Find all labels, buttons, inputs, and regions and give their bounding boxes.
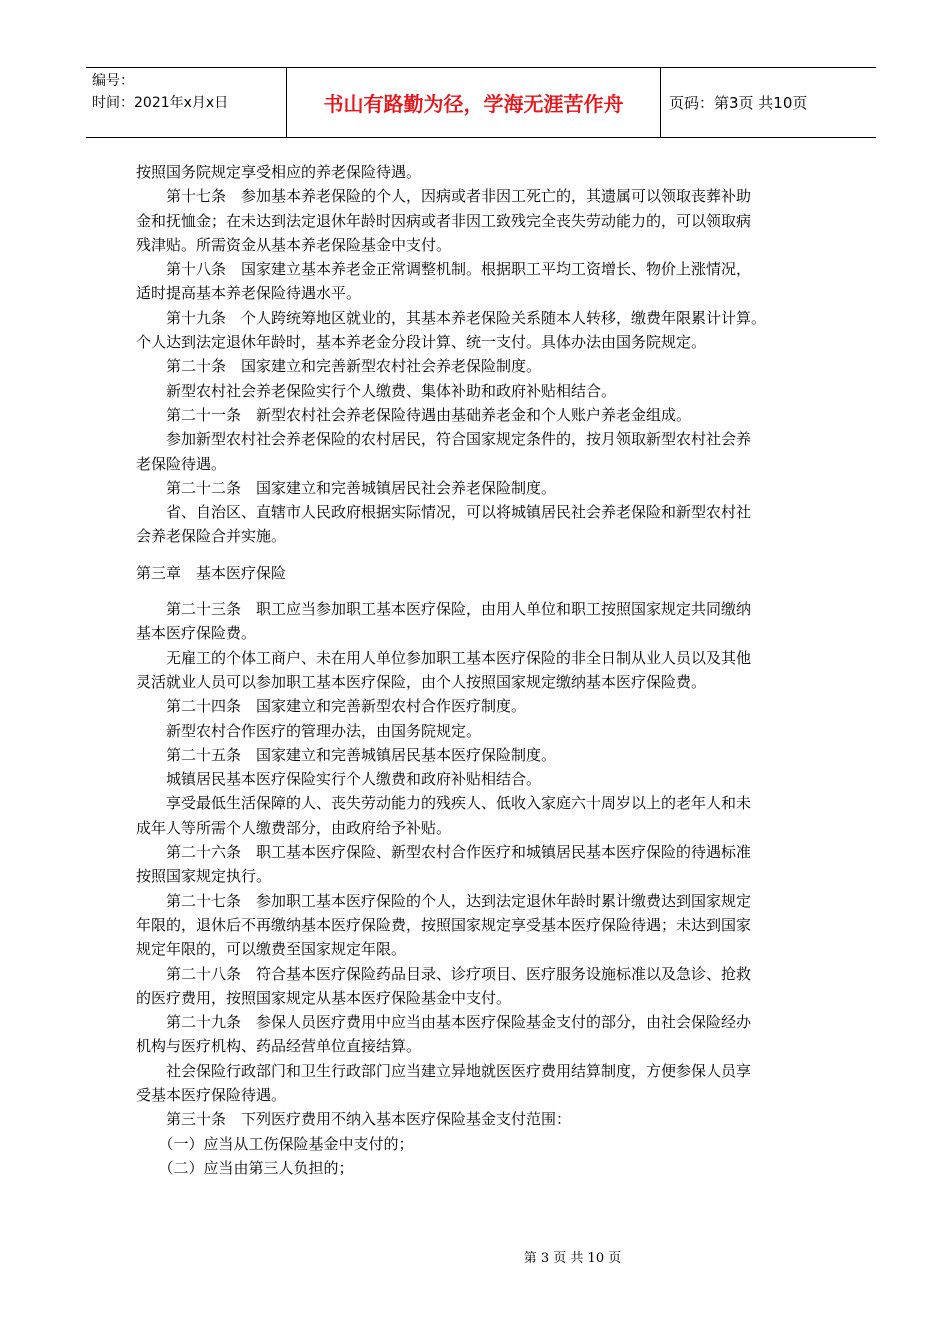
text-line: 灵活就业人员可以参加职工基本医疗保险，由个人按照国家规定缴纳基本医疗保险费。 <box>136 672 707 691</box>
page-number: 第 3 页 共 10 页 <box>523 1251 622 1266</box>
text-line: 第二十八条 符合基本医疗保险药品目录、诊疗项目、医疗服务设施标准以及急诊、抢救 <box>136 964 752 983</box>
text-line: 第二十一条 新型农村社会养老保险待遇由基础养老金和个人账户养老金组成。 <box>136 405 692 424</box>
page-header <box>86 67 876 138</box>
text-line: 第二十九条 参保人员医疗费用中应当由基本医疗保险基金支付的部分，由社会保险经办 <box>136 1013 752 1032</box>
text-line: 会养老保险合并实施。 <box>136 527 287 546</box>
text-line: （二）应当由第三人负担的； <box>136 1158 354 1177</box>
text-line: 金和抚恤金；在未达到法定退休年龄时因病或者非因工致残完全丧失劳动能力的，可以领取病 <box>136 211 752 230</box>
text-line: 第二十条 国家建立和完善新型农村社会养老保险制度。 <box>136 357 542 376</box>
text-line: 新型农村合作医疗的管理办法，由国务院规定。 <box>136 721 482 740</box>
text-line: 适时提高基本养老保险待遇水平。 <box>136 284 362 303</box>
header-motto: 书山有路勤为径，学海无涯苦作舟 <box>287 68 661 137</box>
text-line: 按照国家规定执行。 <box>136 867 272 886</box>
page-footer <box>0 1247 950 1266</box>
header-meta <box>86 68 287 137</box>
text-line: 省、自治区、直辖市人民政府根据实际情况，可以将城镇居民社会养老保险和新型农村社 <box>136 503 752 522</box>
text-line: 第二十二条 国家建立和完善城镇居民社会养老保险制度。 <box>136 478 557 497</box>
text-line: （一）应当从工伤保险基金中支付的； <box>136 1134 414 1153</box>
text-line: 成年人等所需个人缴费部分，由政府给予补贴。 <box>136 818 452 837</box>
text-line: 残津贴。所需资金从基本养老保险基金中支付。 <box>136 235 452 254</box>
text-line: 按照国务院规定享受相应的养老保险待遇。 <box>136 163 422 181</box>
text-line: 享受最低生活保障的人、丧失劳动能力的残疾人、低收入家庭六十周岁以上的老年人和未 <box>136 794 752 813</box>
document-time: 时间：2021年x月x日 <box>92 95 229 111</box>
text-line: 第二十四条 国家建立和完善新型农村合作医疗制度。 <box>136 697 527 716</box>
text-line: 第十八条 国家建立基本养老金正常调整机制。根据职工平均工资增长、物价上涨情况， <box>136 260 752 279</box>
text-line: 无雇工的个体工商户、未在用人单位参加职工基本医疗保险的非全日制从业人员以及其他 <box>136 648 752 667</box>
text-line: 的医疗费用，按照国家规定从基本医疗保险基金中支付。 <box>136 988 512 1007</box>
text-line: 第二十七条 参加职工基本医疗保险的个人，达到法定退休年龄时累计缴费达到国家规定 <box>136 891 752 910</box>
text-line: 第十七条 参加基本养老保险的个人，因病或者非因工死亡的，其遗属可以领取丧葬补助 <box>136 187 752 206</box>
text-line: 老保险待遇。 <box>136 454 227 473</box>
text-line: 基本医疗保险费。 <box>136 624 257 643</box>
text-line: 规定年限的，可以缴费至国家规定年限。 <box>136 940 407 959</box>
text-line: 城镇居民基本医疗保险实行个人缴费和政府补贴相结合。 <box>136 770 542 789</box>
text-line: 第二十五条 国家建立和完善城镇居民基本医疗保险制度。 <box>136 745 557 764</box>
document-body <box>136 160 826 1180</box>
text-line: 受基本医疗保险待遇。 <box>136 1085 287 1104</box>
text-line: 机构与医疗机构、药品经营单位直接结算。 <box>136 1037 422 1056</box>
header-page-info: 页码：第3页 共10页 <box>669 94 808 112</box>
text-line: 参加新型农村社会养老保险的农村居民，符合国家规定条件的，按月领取新型农村社会养 <box>136 430 752 449</box>
text-line: 新型农村社会养老保险实行个人缴费、集体补助和政府补贴相结合。 <box>136 381 617 400</box>
text-line: 个人达到法定退休年龄时，基本养老金分段计算、统一支付。具体办法由国务院规定。 <box>136 333 707 352</box>
text-line: 第三十条 下列医疗费用不纳入基本医疗保险基金支付范围： <box>136 1110 572 1129</box>
text-line: 年限的，退休后不再缴纳基本医疗保险费，按照国家规定享受基本医疗保险待遇；未达到国家 <box>136 915 752 934</box>
text-line: 第二十六条 职工基本医疗保险、新型农村合作医疗和城镇居民基本医疗保险的待遇标准 <box>136 843 752 862</box>
text-line: 社会保险行政部门和卫生行政部门应当建立异地就医医疗费用结算制度，方便参保人员享 <box>136 1061 752 1080</box>
text-line: 第十九条 个人跨统筹地区就业的，其基本养老保险关系随本人转移，缴费年限累计计算。 <box>136 308 767 327</box>
document-number: 编号： <box>92 73 134 89</box>
chapter-heading: 第三章 基本医疗保险 <box>136 563 287 582</box>
text-line: 第二十三条 职工应当参加职工基本医疗保险，由用人单位和职工按照国家规定共同缴纳 <box>136 600 752 619</box>
